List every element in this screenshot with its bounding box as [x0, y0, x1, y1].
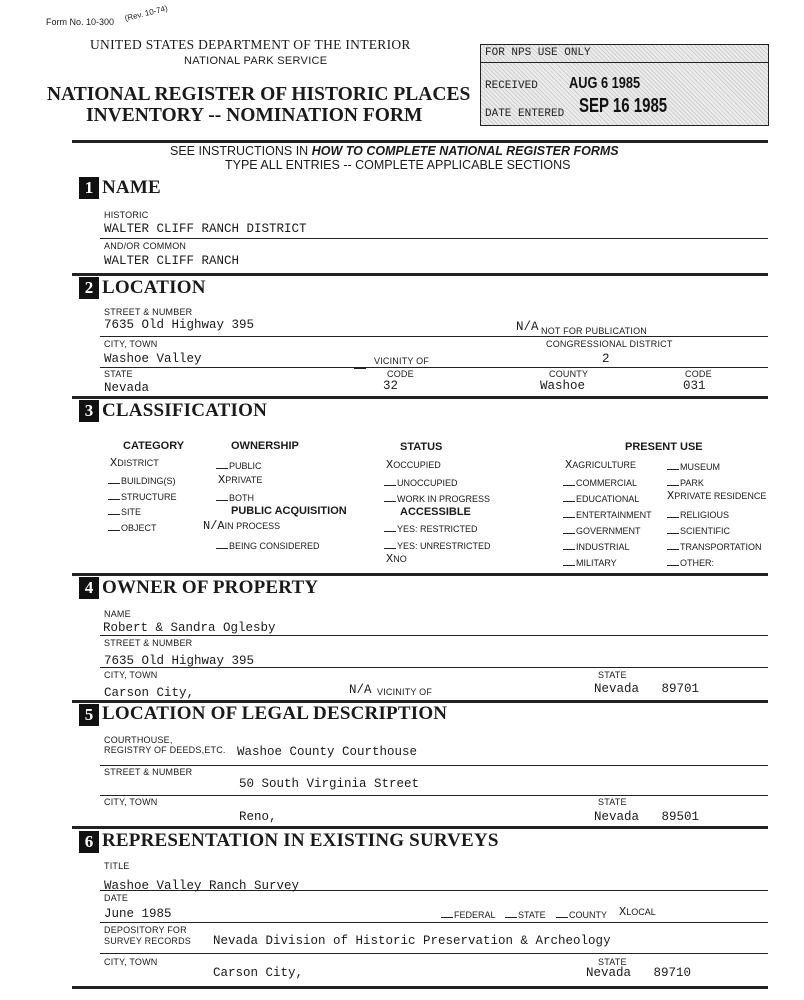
date-entered-stamp: SEP 16 1985	[579, 95, 668, 117]
nps-box-label: FOR NPS USE ONLY	[485, 47, 591, 59]
legal-state-value: Nevada 89501	[594, 810, 700, 824]
survey-local: XLOCAL	[619, 905, 656, 919]
rule	[100, 890, 768, 891]
congressional-label: CONGRESSIONAL DISTRICT	[546, 339, 673, 349]
common-label: AND/OR COMMON	[104, 241, 187, 251]
owner-city-label: CITY, TOWN	[104, 670, 158, 680]
code-label: CODE	[387, 369, 414, 379]
congressional-value: 2	[602, 352, 610, 366]
owner-street-label: STREET & NUMBER	[104, 638, 193, 648]
accessible-restricted: YES: RESTRICTED	[384, 523, 478, 534]
owner-street-value: 7635 Old Highway 395	[104, 654, 255, 668]
section-1-title: NAME	[102, 177, 161, 198]
survey-title-label: TITLE	[104, 861, 130, 871]
section-divider	[72, 396, 768, 399]
received-stamp: AUG 6 1985	[569, 75, 641, 92]
section-divider	[72, 826, 768, 829]
status-work-in-progress: WORK IN PROGRESS	[384, 493, 490, 504]
legal-street-value: 50 South Virginia Street	[239, 777, 420, 791]
use-religious: RELIGIOUS	[667, 509, 729, 520]
form-number: Form No. 10-300	[46, 17, 115, 27]
survey-federal: FEDERAL	[441, 909, 496, 920]
code2-label: CODE	[685, 369, 712, 379]
section-6-title: REPRESENTATION IN EXISTING SURVEYS	[102, 830, 499, 851]
courthouse-label-1: COURTHOUSE,	[104, 735, 173, 745]
county-value: Washoe	[540, 379, 586, 393]
ownership-public: PUBLIC	[216, 460, 262, 471]
acquisition-being-considered: BEING CONSIDERED	[216, 540, 320, 551]
use-museum: MUSEUM	[667, 461, 720, 472]
rule	[100, 635, 768, 636]
form-title-line2: INVENTORY -- NOMINATION FORM	[86, 105, 423, 126]
rule	[100, 336, 768, 337]
service-name: NATIONAL PARK SERVICE	[184, 55, 328, 67]
header-divider	[72, 140, 768, 143]
section-3-title: CLASSIFICATION	[102, 400, 268, 421]
ownership-private: XPRIVATE	[218, 473, 263, 487]
use-transportation: TRANSPORTATION	[667, 541, 762, 552]
section-2-number: 2	[79, 277, 99, 299]
survey-state: STATE	[505, 909, 546, 920]
owner-vicinity-label: VICINITY OF	[377, 687, 433, 697]
use-agriculture: XAGRICULTURE	[565, 458, 637, 472]
use-park: PARK	[667, 477, 704, 488]
use-educational: EDUCATIONAL	[563, 493, 639, 504]
historic-label: HISTORIC	[104, 210, 149, 220]
courthouse-value: Washoe County Courthouse	[237, 745, 418, 759]
nfp-label: NOT FOR PUBLICATION	[541, 326, 647, 336]
rule	[100, 795, 768, 796]
rule	[100, 765, 768, 766]
accessible-no: XNO	[386, 552, 407, 566]
ownership-heading: OWNERSHIP	[231, 440, 299, 452]
form-title-line1: NATIONAL REGISTER OF HISTORIC PLACES	[47, 84, 471, 105]
status-unoccupied: UNOCCUPIED	[384, 477, 458, 488]
survey-date-value: June 1985	[104, 907, 172, 921]
use-government: GOVERNMENT	[563, 525, 641, 536]
owner-vicinity-mark: N/A	[349, 683, 372, 697]
use-scientific: SCIENTIFIC	[667, 525, 730, 536]
status-heading: STATUS	[400, 441, 443, 453]
owner-state-value: Nevada 89701	[594, 682, 700, 696]
street-value: 7635 Old Highway 395	[104, 318, 255, 332]
use-private-residence: XPRIVATE RESIDENCE	[667, 489, 767, 503]
section-divider	[72, 573, 768, 576]
depository-value: Nevada Division of Historic Preservation & Archeology	[213, 934, 611, 948]
section-5-number: 5	[79, 704, 99, 726]
present-use-heading: PRESENT USE	[625, 441, 703, 453]
code-value: 32	[383, 379, 399, 393]
nfp-mark: N/A	[516, 320, 539, 334]
acquisition-in-process: N/AIN PROCESS	[203, 519, 281, 533]
depository-state-label: STATE	[598, 957, 627, 967]
owner-city-value: Carson City,	[104, 686, 195, 700]
category-district: XDISTRICT	[110, 456, 159, 470]
rule	[100, 667, 768, 668]
section-4-number: 4	[79, 577, 99, 599]
status-occupied: XOCCUPIED	[386, 458, 441, 472]
rule	[100, 953, 768, 954]
depository-label-2: SURVEY RECORDS	[104, 936, 191, 946]
survey-date-label: DATE	[104, 893, 129, 903]
form-revision: (Rev. 10-74)	[123, 3, 169, 24]
rule	[100, 367, 768, 368]
department-name: UNITED STATES DEPARTMENT OF THE INTERIOR	[90, 37, 411, 52]
legal-city-value: Reno,	[239, 810, 277, 824]
nps-use-only-box	[480, 44, 769, 126]
code2-value: 031	[683, 379, 706, 393]
vicinity-label: VICINITY OF	[374, 356, 430, 366]
county-label: COUNTY	[549, 369, 589, 379]
section-6-number: 6	[79, 831, 99, 853]
use-other: OTHER:	[667, 557, 714, 568]
date-entered-label: DATE ENTERED	[485, 108, 565, 120]
section-2-title: LOCATION	[102, 277, 206, 298]
legal-street-label: STREET & NUMBER	[104, 767, 193, 777]
common-value: WALTER CLIFF RANCH	[104, 254, 240, 268]
vicinity-blank	[354, 356, 367, 374]
state-label: STATE	[104, 369, 133, 379]
use-military: MILITARY	[563, 557, 617, 568]
city-value: Washoe Valley	[104, 352, 202, 366]
depository-label-1: DEPOSITORY FOR	[104, 925, 187, 935]
street-label: STREET & NUMBER	[104, 307, 193, 317]
owner-state-label: STATE	[598, 670, 627, 680]
ownership-both: BOTH	[216, 492, 254, 503]
owner-name-label: NAME	[104, 609, 131, 619]
city-label: CITY, TOWN	[104, 339, 158, 349]
depository-city-label: CITY, TOWN	[104, 957, 158, 967]
category-heading: CATEGORY	[123, 440, 185, 452]
depository-city-value: Carson City,	[213, 966, 304, 980]
accessible-unrestricted: YES: UNRESTRICTED	[384, 540, 491, 551]
public-acquisition-heading: PUBLIC ACQUISITION	[231, 505, 347, 517]
category-site: SITE	[108, 506, 141, 517]
use-commercial: COMMERCIAL	[563, 477, 637, 488]
courthouse-label-2: REGISTRY OF DEEDS,ETC.	[104, 745, 226, 755]
state-value: Nevada	[104, 381, 150, 395]
instructions-line2: TYPE ALL ENTRIES -- COMPLETE APPLICABLE SECTIONS	[225, 158, 571, 172]
category-buildings: BUILDING(S)	[108, 475, 176, 486]
instructions-line1: SEE INSTRUCTIONS IN HOW TO COMPLETE NATIONAL REGISTER FORMS	[170, 144, 619, 158]
section-divider	[72, 986, 768, 989]
category-object: OBJECT	[108, 522, 157, 533]
use-entertainment: ENTERTAINMENT	[563, 509, 652, 520]
survey-county: COUNTY	[556, 909, 607, 920]
depository-state-value: Nevada 89710	[586, 966, 692, 980]
use-industrial: INDUSTRIAL	[563, 541, 630, 552]
rule	[100, 922, 768, 923]
historic-value: WALTER CLIFF RANCH DISTRICT	[104, 222, 307, 236]
legal-state-label: STATE	[598, 797, 627, 807]
section-5-title: LOCATION OF LEGAL DESCRIPTION	[102, 703, 448, 724]
legal-city-label: CITY, TOWN	[104, 797, 158, 807]
section-3-number: 3	[79, 400, 99, 422]
category-structure: STRUCTURE	[108, 491, 177, 502]
section-divider	[72, 273, 768, 276]
received-label: RECEIVED	[485, 80, 538, 92]
owner-name-value: Robert & Sandra Oglesby	[103, 621, 276, 635]
section-1-number: 1	[79, 177, 99, 199]
accessible-heading: ACCESSIBLE	[400, 506, 471, 518]
survey-title-value: Washoe Valley Ranch Survey	[104, 879, 300, 893]
rule	[100, 238, 768, 239]
section-4-title: OWNER OF PROPERTY	[102, 577, 319, 598]
